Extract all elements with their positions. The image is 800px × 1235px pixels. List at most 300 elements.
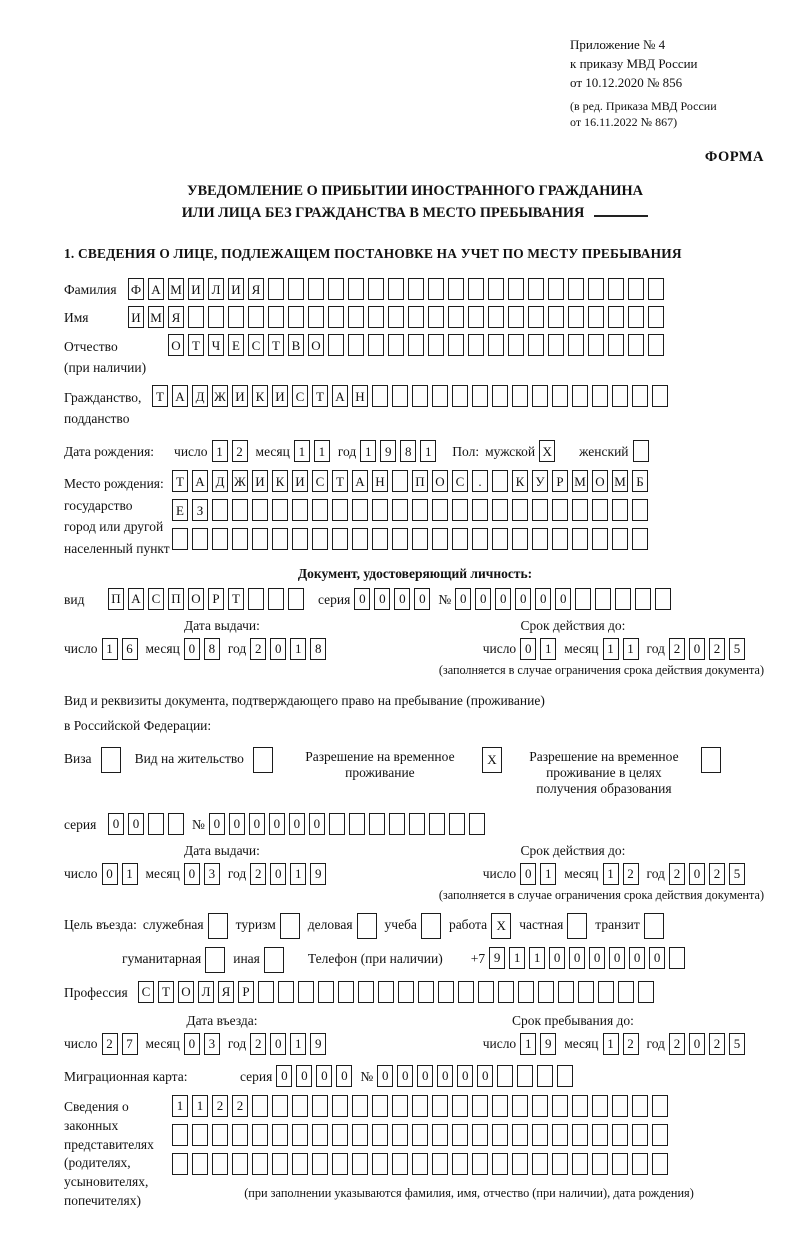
char-box[interactable] xyxy=(612,1153,628,1175)
char-box[interactable]: 0 xyxy=(269,813,285,835)
char-box[interactable]: 0 xyxy=(495,588,511,610)
char-box[interactable] xyxy=(212,499,228,521)
char-box[interactable] xyxy=(101,747,121,773)
char-box[interactable]: Т xyxy=(152,385,168,407)
char-box[interactable]: 0 xyxy=(276,1065,292,1087)
char-box[interactable] xyxy=(372,385,388,407)
char-box[interactable] xyxy=(372,1124,388,1146)
char-box[interactable] xyxy=(612,1095,628,1117)
char-box[interactable] xyxy=(264,947,284,973)
char-box[interactable] xyxy=(492,1124,508,1146)
char-box[interactable]: Я xyxy=(248,278,264,300)
char-box[interactable]: Т xyxy=(268,334,284,356)
char-box[interactable]: 0 xyxy=(336,1065,352,1087)
char-box[interactable] xyxy=(378,981,394,1003)
char-box[interactable] xyxy=(232,1124,248,1146)
char-box[interactable] xyxy=(252,1095,268,1117)
char-box[interactable] xyxy=(472,499,488,521)
char-box[interactable] xyxy=(532,1095,548,1117)
char-box[interactable] xyxy=(408,334,424,356)
char-box[interactable] xyxy=(701,747,721,773)
char-box[interactable]: 0 xyxy=(457,1065,473,1087)
char-box[interactable]: Е xyxy=(172,499,188,521)
char-box[interactable]: 1 xyxy=(420,440,436,462)
char-box[interactable]: 0 xyxy=(609,947,625,969)
char-box[interactable] xyxy=(292,528,308,550)
char-box[interactable] xyxy=(532,528,548,550)
char-box[interactable]: 9 xyxy=(380,440,396,462)
char-box[interactable] xyxy=(572,499,588,521)
char-box[interactable]: 0 xyxy=(535,588,551,610)
char-box[interactable]: Т xyxy=(158,981,174,1003)
char-box[interactable] xyxy=(232,499,248,521)
char-box[interactable] xyxy=(472,528,488,550)
char-box[interactable]: 0 xyxy=(316,1065,332,1087)
char-box[interactable] xyxy=(512,1124,528,1146)
char-box[interactable] xyxy=(288,588,304,610)
char-box[interactable]: 1 xyxy=(294,440,310,462)
char-box[interactable]: 1 xyxy=(603,1033,619,1055)
char-box[interactable]: А xyxy=(148,278,164,300)
char-box[interactable] xyxy=(512,385,528,407)
char-box[interactable]: Н xyxy=(372,470,388,492)
char-box[interactable] xyxy=(492,528,508,550)
char-box[interactable] xyxy=(608,334,624,356)
char-box[interactable]: X xyxy=(482,747,502,773)
char-box[interactable] xyxy=(488,278,504,300)
char-box[interactable] xyxy=(492,1153,508,1175)
char-box[interactable]: 2 xyxy=(232,1095,248,1117)
char-box[interactable] xyxy=(412,385,428,407)
char-box[interactable]: 2 xyxy=(250,1033,266,1055)
char-box[interactable] xyxy=(635,588,651,610)
char-box[interactable]: 5 xyxy=(729,1033,745,1055)
char-box[interactable] xyxy=(648,306,664,328)
char-box[interactable] xyxy=(644,913,664,939)
char-box[interactable] xyxy=(288,278,304,300)
char-box[interactable] xyxy=(572,1153,588,1175)
char-box[interactable]: И xyxy=(292,470,308,492)
char-box[interactable] xyxy=(428,278,444,300)
char-box[interactable]: 2 xyxy=(709,638,725,660)
char-box[interactable] xyxy=(392,385,408,407)
char-box[interactable] xyxy=(588,306,604,328)
char-box[interactable]: 0 xyxy=(128,813,144,835)
char-box[interactable]: 2 xyxy=(623,1033,639,1055)
char-box[interactable]: 0 xyxy=(397,1065,413,1087)
char-box[interactable]: Я xyxy=(218,981,234,1003)
char-box[interactable] xyxy=(352,528,368,550)
char-box[interactable] xyxy=(628,334,644,356)
char-box[interactable] xyxy=(508,334,524,356)
char-box[interactable] xyxy=(492,499,508,521)
char-box[interactable] xyxy=(568,306,584,328)
char-box[interactable] xyxy=(548,278,564,300)
char-box[interactable]: 0 xyxy=(270,1033,286,1055)
char-box[interactable]: 3 xyxy=(204,863,220,885)
char-box[interactable]: Н xyxy=(352,385,368,407)
char-box[interactable] xyxy=(280,913,300,939)
char-box[interactable]: 2 xyxy=(669,863,685,885)
char-box[interactable] xyxy=(472,1095,488,1117)
char-box[interactable] xyxy=(392,1095,408,1117)
char-box[interactable]: П xyxy=(168,588,184,610)
char-box[interactable]: 0 xyxy=(394,588,410,610)
char-box[interactable] xyxy=(192,1124,208,1146)
char-box[interactable] xyxy=(412,1153,428,1175)
char-box[interactable] xyxy=(532,385,548,407)
char-box[interactable] xyxy=(298,981,314,1003)
char-box[interactable] xyxy=(272,1095,288,1117)
char-box[interactable] xyxy=(248,306,264,328)
char-box[interactable]: Т xyxy=(228,588,244,610)
char-box[interactable]: И xyxy=(188,278,204,300)
char-box[interactable]: 0 xyxy=(629,947,645,969)
char-box[interactable]: 1 xyxy=(122,863,138,885)
char-box[interactable] xyxy=(572,1095,588,1117)
char-box[interactable] xyxy=(632,528,648,550)
char-box[interactable] xyxy=(288,306,304,328)
char-box[interactable]: 0 xyxy=(689,638,705,660)
char-box[interactable] xyxy=(512,528,528,550)
char-box[interactable]: Л xyxy=(198,981,214,1003)
char-box[interactable] xyxy=(508,306,524,328)
char-box[interactable] xyxy=(449,813,465,835)
char-box[interactable] xyxy=(592,499,608,521)
char-box[interactable]: А xyxy=(332,385,348,407)
char-box[interactable]: О xyxy=(188,588,204,610)
char-box[interactable]: 2 xyxy=(232,440,248,462)
char-box[interactable] xyxy=(552,1095,568,1117)
char-box[interactable]: X xyxy=(491,913,511,939)
char-box[interactable] xyxy=(652,385,668,407)
char-box[interactable]: О xyxy=(178,981,194,1003)
char-box[interactable] xyxy=(408,278,424,300)
char-box[interactable] xyxy=(412,1124,428,1146)
char-box[interactable] xyxy=(352,1095,368,1117)
char-box[interactable]: 1 xyxy=(529,947,545,969)
char-box[interactable]: 9 xyxy=(310,1033,326,1055)
char-box[interactable] xyxy=(632,1153,648,1175)
char-box[interactable] xyxy=(612,385,628,407)
char-box[interactable] xyxy=(292,499,308,521)
char-box[interactable]: 0 xyxy=(414,588,430,610)
char-box[interactable]: Ф xyxy=(128,278,144,300)
char-box[interactable]: П xyxy=(108,588,124,610)
char-box[interactable] xyxy=(452,528,468,550)
char-box[interactable] xyxy=(633,440,649,462)
char-box[interactable] xyxy=(268,278,284,300)
char-box[interactable] xyxy=(421,913,441,939)
char-box[interactable] xyxy=(332,1095,348,1117)
char-box[interactable] xyxy=(312,1095,328,1117)
char-box[interactable]: И xyxy=(232,385,248,407)
char-box[interactable] xyxy=(349,813,365,835)
char-box[interactable]: 1 xyxy=(102,638,118,660)
char-box[interactable] xyxy=(372,1095,388,1117)
char-box[interactable] xyxy=(512,499,528,521)
char-box[interactable] xyxy=(358,981,374,1003)
char-box[interactable] xyxy=(408,306,424,328)
char-box[interactable] xyxy=(412,499,428,521)
char-box[interactable]: Ж xyxy=(212,385,228,407)
char-box[interactable] xyxy=(652,1124,668,1146)
char-box[interactable]: 1 xyxy=(290,863,306,885)
char-box[interactable]: С xyxy=(292,385,308,407)
char-box[interactable] xyxy=(628,278,644,300)
char-box[interactable]: 0 xyxy=(184,638,200,660)
char-box[interactable] xyxy=(428,306,444,328)
char-box[interactable] xyxy=(517,1065,533,1087)
char-box[interactable] xyxy=(348,278,364,300)
char-box[interactable] xyxy=(388,278,404,300)
char-box[interactable]: 0 xyxy=(102,863,118,885)
char-box[interactable] xyxy=(312,1124,328,1146)
char-box[interactable] xyxy=(598,981,614,1003)
char-box[interactable] xyxy=(512,1095,528,1117)
char-box[interactable] xyxy=(205,947,225,973)
char-box[interactable]: 0 xyxy=(270,863,286,885)
char-box[interactable] xyxy=(558,981,574,1003)
char-box[interactable] xyxy=(552,385,568,407)
char-box[interactable]: 0 xyxy=(649,947,665,969)
char-box[interactable] xyxy=(412,1095,428,1117)
char-box[interactable] xyxy=(392,499,408,521)
char-box[interactable]: С xyxy=(248,334,264,356)
char-box[interactable] xyxy=(192,1153,208,1175)
char-box[interactable] xyxy=(572,1124,588,1146)
char-box[interactable]: 0 xyxy=(374,588,390,610)
char-box[interactable] xyxy=(632,385,648,407)
char-box[interactable]: 1 xyxy=(520,1033,536,1055)
char-box[interactable]: У xyxy=(532,470,548,492)
char-box[interactable]: О xyxy=(168,334,184,356)
char-box[interactable]: М xyxy=(572,470,588,492)
char-box[interactable] xyxy=(208,306,224,328)
char-box[interactable] xyxy=(438,981,454,1003)
char-box[interactable] xyxy=(528,278,544,300)
char-box[interactable]: Ж xyxy=(232,470,248,492)
char-box[interactable]: 0 xyxy=(689,863,705,885)
char-box[interactable] xyxy=(352,499,368,521)
char-box[interactable]: С xyxy=(148,588,164,610)
char-box[interactable] xyxy=(172,1124,188,1146)
char-box[interactable]: 1 xyxy=(509,947,525,969)
char-box[interactable] xyxy=(615,588,631,610)
char-box[interactable]: Р xyxy=(208,588,224,610)
char-box[interactable] xyxy=(268,306,284,328)
char-box[interactable] xyxy=(638,981,654,1003)
char-box[interactable] xyxy=(312,528,328,550)
char-box[interactable] xyxy=(492,470,508,492)
char-box[interactable] xyxy=(372,499,388,521)
char-box[interactable]: 1 xyxy=(603,638,619,660)
char-box[interactable] xyxy=(332,528,348,550)
char-box[interactable]: 2 xyxy=(669,1033,685,1055)
char-box[interactable] xyxy=(292,1153,308,1175)
char-box[interactable] xyxy=(452,1124,468,1146)
char-box[interactable]: М xyxy=(148,306,164,328)
char-box[interactable]: Т xyxy=(188,334,204,356)
char-box[interactable] xyxy=(172,528,188,550)
char-box[interactable]: 2 xyxy=(212,1095,228,1117)
char-box[interactable] xyxy=(258,981,274,1003)
char-box[interactable] xyxy=(348,334,364,356)
char-box[interactable]: 0 xyxy=(229,813,245,835)
char-box[interactable]: Я xyxy=(168,306,184,328)
char-box[interactable]: 2 xyxy=(709,1033,725,1055)
char-box[interactable] xyxy=(268,588,284,610)
char-box[interactable]: 9 xyxy=(540,1033,556,1055)
char-box[interactable] xyxy=(468,334,484,356)
char-box[interactable] xyxy=(472,1153,488,1175)
char-box[interactable]: К xyxy=(252,385,268,407)
char-box[interactable]: 1 xyxy=(192,1095,208,1117)
char-box[interactable]: О xyxy=(432,470,448,492)
char-box[interactable]: К xyxy=(272,470,288,492)
char-box[interactable] xyxy=(595,588,611,610)
char-box[interactable]: 0 xyxy=(270,638,286,660)
char-box[interactable] xyxy=(292,1095,308,1117)
char-box[interactable] xyxy=(669,947,685,969)
char-box[interactable] xyxy=(488,334,504,356)
char-box[interactable] xyxy=(432,1124,448,1146)
char-box[interactable]: Р xyxy=(238,981,254,1003)
char-box[interactable] xyxy=(188,306,204,328)
char-box[interactable] xyxy=(432,385,448,407)
char-box[interactable] xyxy=(648,334,664,356)
char-box[interactable] xyxy=(228,306,244,328)
char-box[interactable] xyxy=(172,1153,188,1175)
char-box[interactable]: М xyxy=(612,470,628,492)
char-box[interactable] xyxy=(292,1124,308,1146)
char-box[interactable] xyxy=(548,334,564,356)
char-box[interactable]: Е xyxy=(228,334,244,356)
char-box[interactable] xyxy=(548,306,564,328)
char-box[interactable] xyxy=(312,1153,328,1175)
char-box[interactable]: 1 xyxy=(603,863,619,885)
char-box[interactable]: 1 xyxy=(623,638,639,660)
char-box[interactable] xyxy=(429,813,445,835)
char-box[interactable]: М xyxy=(168,278,184,300)
char-box[interactable] xyxy=(252,1124,268,1146)
char-box[interactable] xyxy=(338,981,354,1003)
char-box[interactable]: О xyxy=(308,334,324,356)
char-box[interactable] xyxy=(212,528,228,550)
char-box[interactable] xyxy=(648,278,664,300)
char-box[interactable]: 0 xyxy=(296,1065,312,1087)
char-box[interactable]: А xyxy=(128,588,144,610)
char-box[interactable] xyxy=(252,528,268,550)
char-box[interactable] xyxy=(248,588,264,610)
char-box[interactable] xyxy=(372,528,388,550)
char-box[interactable]: 1 xyxy=(290,1033,306,1055)
char-box[interactable]: 0 xyxy=(289,813,305,835)
char-box[interactable] xyxy=(412,528,428,550)
char-box[interactable] xyxy=(418,981,434,1003)
char-box[interactable] xyxy=(552,1124,568,1146)
char-box[interactable]: 1 xyxy=(172,1095,188,1117)
char-box[interactable] xyxy=(452,1095,468,1117)
char-box[interactable] xyxy=(432,499,448,521)
char-box[interactable] xyxy=(592,528,608,550)
char-box[interactable] xyxy=(332,1124,348,1146)
char-box[interactable] xyxy=(392,470,408,492)
char-box[interactable]: X xyxy=(539,440,555,462)
char-box[interactable] xyxy=(148,813,164,835)
char-box[interactable] xyxy=(618,981,634,1003)
char-box[interactable] xyxy=(388,306,404,328)
char-box[interactable] xyxy=(278,981,294,1003)
char-box[interactable] xyxy=(328,278,344,300)
char-box[interactable] xyxy=(567,913,587,939)
char-box[interactable] xyxy=(568,278,584,300)
char-box[interactable] xyxy=(468,278,484,300)
char-box[interactable]: 0 xyxy=(184,1033,200,1055)
char-box[interactable]: 0 xyxy=(589,947,605,969)
char-box[interactable]: 9 xyxy=(489,947,505,969)
char-box[interactable]: 0 xyxy=(209,813,225,835)
char-box[interactable] xyxy=(608,278,624,300)
char-box[interactable] xyxy=(557,1065,573,1087)
char-box[interactable]: В xyxy=(288,334,304,356)
char-box[interactable] xyxy=(368,306,384,328)
char-box[interactable]: 0 xyxy=(249,813,265,835)
char-box[interactable] xyxy=(572,385,588,407)
char-box[interactable]: А xyxy=(352,470,368,492)
char-box[interactable]: И xyxy=(272,385,288,407)
char-box[interactable]: 5 xyxy=(729,638,745,660)
char-box[interactable]: П xyxy=(412,470,428,492)
char-box[interactable]: Ч xyxy=(208,334,224,356)
char-box[interactable]: Д xyxy=(212,470,228,492)
char-box[interactable] xyxy=(472,385,488,407)
char-box[interactable] xyxy=(508,278,524,300)
char-box[interactable]: 0 xyxy=(689,1033,705,1055)
char-box[interactable]: 0 xyxy=(555,588,571,610)
char-box[interactable]: 3 xyxy=(204,1033,220,1055)
char-box[interactable] xyxy=(448,306,464,328)
char-box[interactable] xyxy=(232,1153,248,1175)
char-box[interactable] xyxy=(612,1124,628,1146)
char-box[interactable]: 1 xyxy=(212,440,228,462)
char-box[interactable] xyxy=(392,528,408,550)
char-box[interactable] xyxy=(632,1124,648,1146)
char-box[interactable] xyxy=(272,499,288,521)
char-box[interactable] xyxy=(392,1124,408,1146)
char-box[interactable] xyxy=(352,1124,368,1146)
char-box[interactable] xyxy=(652,1095,668,1117)
char-box[interactable]: 1 xyxy=(314,440,330,462)
char-box[interactable] xyxy=(628,306,644,328)
char-box[interactable]: 0 xyxy=(417,1065,433,1087)
char-box[interactable] xyxy=(652,1153,668,1175)
char-box[interactable] xyxy=(332,499,348,521)
char-box[interactable] xyxy=(352,1153,368,1175)
char-box[interactable] xyxy=(532,499,548,521)
char-box[interactable] xyxy=(528,334,544,356)
char-box[interactable] xyxy=(448,334,464,356)
char-box[interactable]: 2 xyxy=(250,863,266,885)
char-box[interactable]: 0 xyxy=(455,588,471,610)
char-box[interactable]: 0 xyxy=(184,863,200,885)
char-box[interactable] xyxy=(409,813,425,835)
char-box[interactable] xyxy=(452,499,468,521)
char-box[interactable]: Д xyxy=(192,385,208,407)
char-box[interactable] xyxy=(632,499,648,521)
char-box[interactable] xyxy=(348,306,364,328)
char-box[interactable] xyxy=(432,1095,448,1117)
